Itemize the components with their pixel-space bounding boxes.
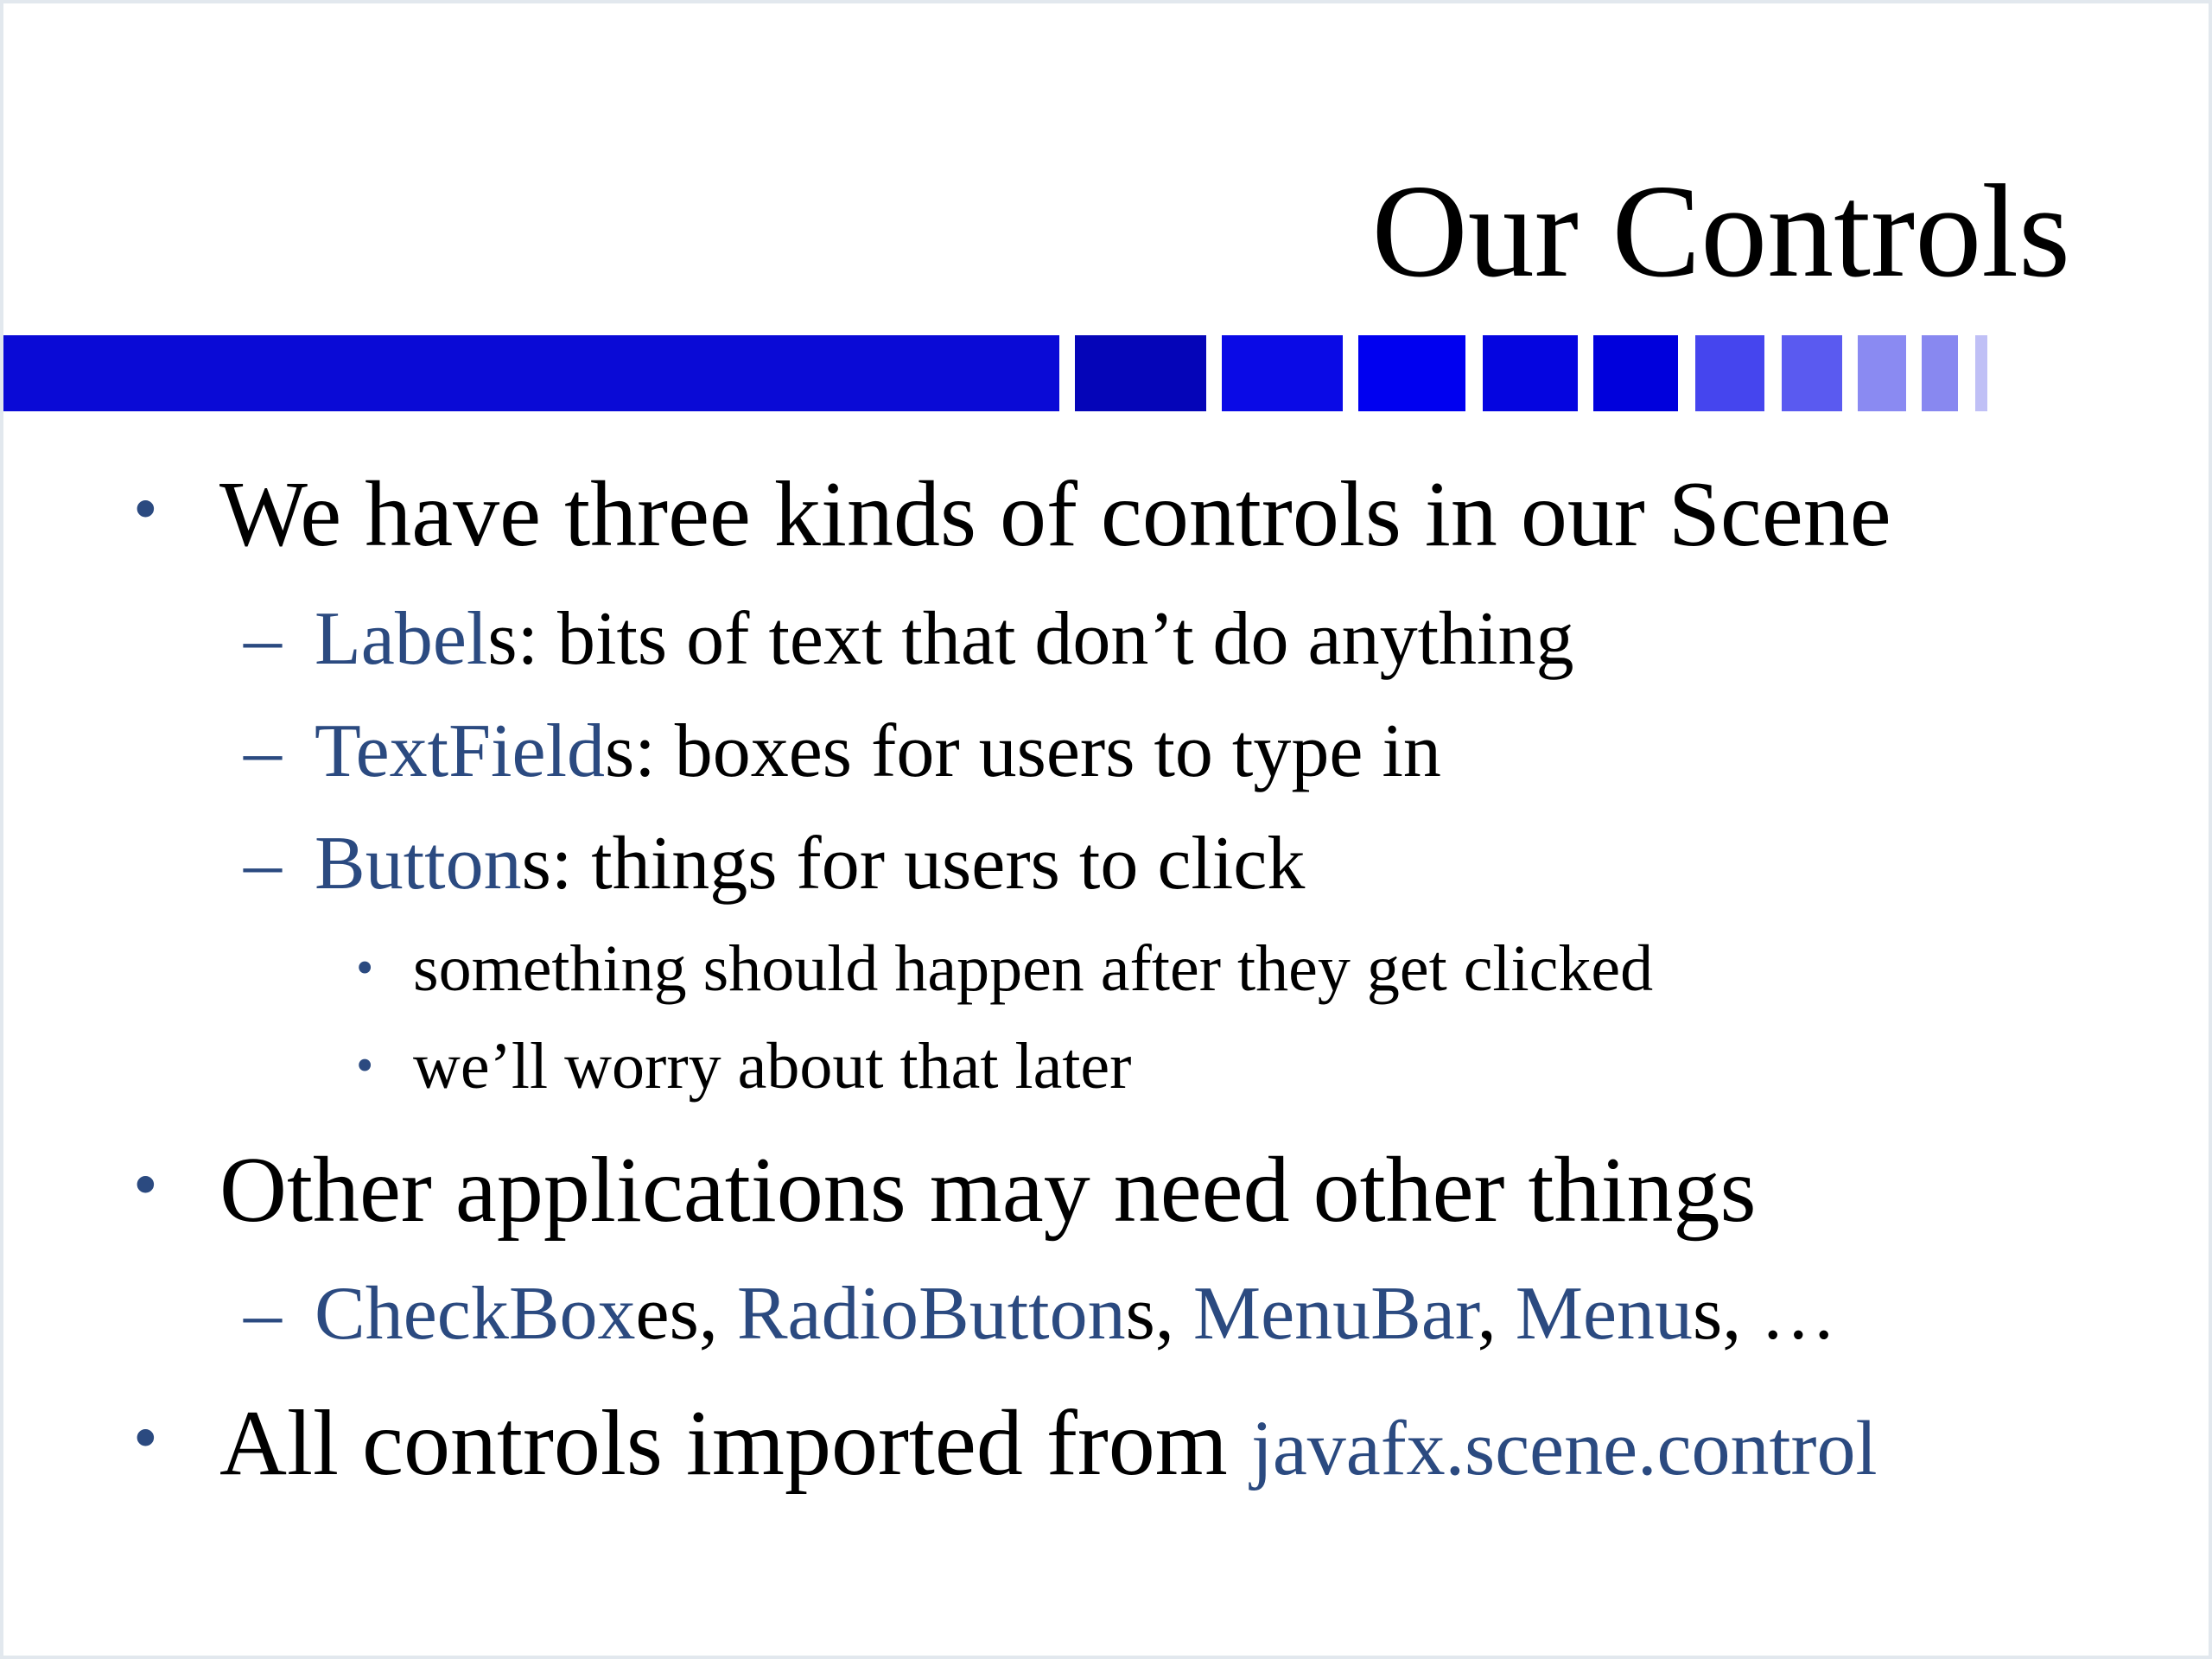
textfields-description: s: boxes for users to type in	[605, 709, 1441, 793]
label-class-name: Label	[315, 597, 488, 681]
textfield-class-name: TextField	[315, 709, 606, 793]
buttons-description: s: things for users to click	[521, 822, 1306, 906]
list-separator: s,	[1125, 1272, 1193, 1356]
bullet-dot: •	[133, 1145, 158, 1224]
menu-class-name: Menu	[1515, 1272, 1694, 1356]
package-name: javafx.scene.control	[1250, 1406, 1878, 1491]
radiobutton-class-name: RadioButton	[736, 1272, 1126, 1356]
list-ellipsis: s, …	[1693, 1272, 1837, 1356]
bullet-dot-small: •	[356, 1037, 374, 1093]
bullet-3-text	[219, 1390, 1877, 1497]
bullet-dash: –	[244, 822, 282, 906]
slide-title: Our Controls	[1371, 158, 2070, 305]
sub-sub-bullet-2: we’ll worry about that later	[413, 1030, 1132, 1103]
sub-bullet-labels	[315, 595, 1574, 683]
bullet-3-lead: All controls imported from	[219, 1392, 1251, 1495]
bullet-1-text: We have three kinds of controls in our Scene	[219, 463, 1891, 566]
sub-bullet-textfields	[315, 708, 1441, 795]
bullet-dash: –	[244, 597, 282, 681]
sub-bullet-other-controls	[315, 1270, 1836, 1357]
bullet-dot-small: •	[356, 939, 374, 995]
bullet-dot: •	[133, 1398, 158, 1477]
labels-description: s: bits of text that don’t do anything	[487, 597, 1574, 681]
bullet-dash: –	[244, 1272, 282, 1356]
button-class-name: Button	[315, 822, 522, 906]
bullet-dot: •	[133, 469, 158, 548]
sub-bullet-buttons	[315, 820, 1305, 907]
bullet-dash: –	[244, 709, 282, 793]
list-separator: ,	[1477, 1272, 1516, 1356]
sub-sub-bullet-1: something should happen after they get clicked	[413, 932, 1654, 1005]
list-separator: es,	[635, 1272, 737, 1356]
slide-body	[3, 3, 2212, 1659]
bullet-2-text: Other applications may need other things	[219, 1139, 1757, 1242]
menubar-class-name: MenuBar	[1192, 1272, 1478, 1356]
checkbox-class-name: CheckBox	[315, 1272, 636, 1356]
